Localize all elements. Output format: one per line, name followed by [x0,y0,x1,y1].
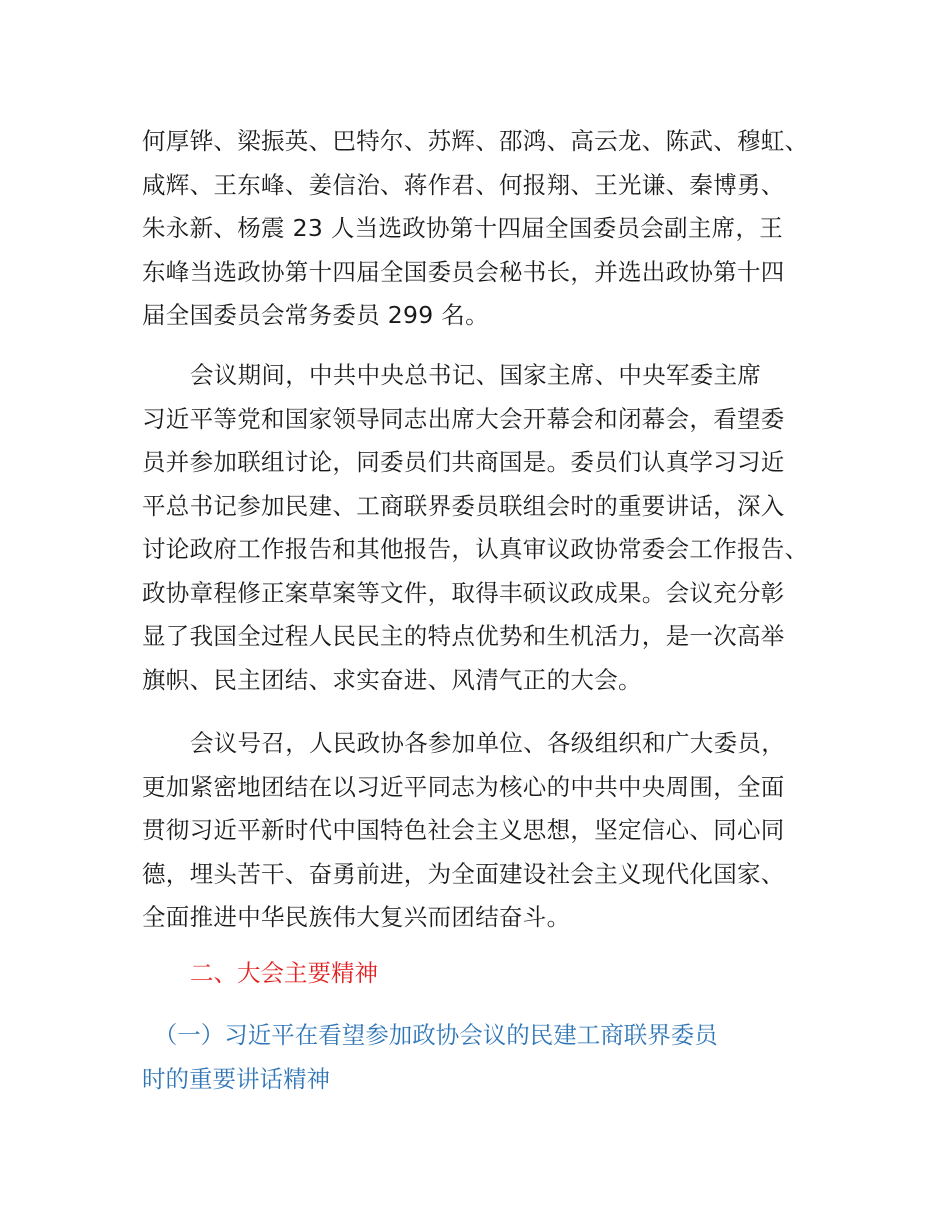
paragraph-meeting-period [142,354,808,702]
subsection-heading-line: （一）习近平在看望参加政协会议的民建工商联界委员 [142,1021,718,1049]
paragraph-vice-chairs [142,120,808,338]
paragraph-line: 政协章程修正案草案等文件，取得丰硕议政成果。会议充分彰 [142,578,785,607]
paragraph-line: 讨论政府工作报告和其他报告，认真审议政协常委会工作报告、 [142,535,809,563]
paragraph-line: 咸辉、王东峰、姜信治、蒋作君、何报翔、王光谦、秦博勇、 [142,170,785,199]
paragraph-line: 东峰当选政协第十四届全国委员会秘书长，并选出政协第十四 [142,257,785,286]
paragraph-line: 全面推进中华民族伟大复兴而团结奋斗。 [142,903,571,931]
paragraph-line: 会议期间，中共中央总书记、国家主席、中央军委主席 [190,361,762,389]
subsection-heading [142,1014,718,1101]
paragraph-line: 届全国委员会常务委员 299 名。 [142,301,489,329]
paragraph-line: 习近平等党和国家领导同志出席大会开幕会和闭幕会，看望委 [142,404,785,433]
paragraph-line: 德，埋头苦干、奋勇前进，为全面建设社会主义现代化国家、 [142,859,785,888]
section-heading: 二、大会主要精神 [190,959,378,987]
paragraph-line: 朱永新、杨震 23 人当选政协第十四届全国委员会副主席，王 [142,214,784,242]
paragraph-line: 贯彻习近平新时代中国特色社会主义思想，坚定信心、同心同 [142,816,785,844]
paragraph-meeting-call [142,722,785,940]
paragraph-line: 显了我国全过程人民民主的特点优势和生机活力，是一次高举 [142,622,785,650]
paragraph-line: 员并参加联组讨论，同委员们共商国是。委员们认真学习习近 [142,448,785,476]
paragraph-line: 旗帜、民主团结、求实奋进、风清气正的大会。 [142,665,642,694]
paragraph-line: 何厚铧、梁振英、巴特尔、苏辉、邵鸿、高云龙、陈武、穆虹、 [142,127,809,155]
paragraph-line: 更加紧密地团结在以习近平同志为核心的中共中央周围，全面 [142,772,785,801]
paragraph-line: 会议号召，人民政协各参加单位、各级组织和广大委员， [190,729,785,757]
subsection-heading-line: 时的重要讲话精神 [142,1064,330,1093]
paragraph-line: 平总书记参加民建、工商联界委员联组会时的重要讲话，深入 [142,491,785,520]
